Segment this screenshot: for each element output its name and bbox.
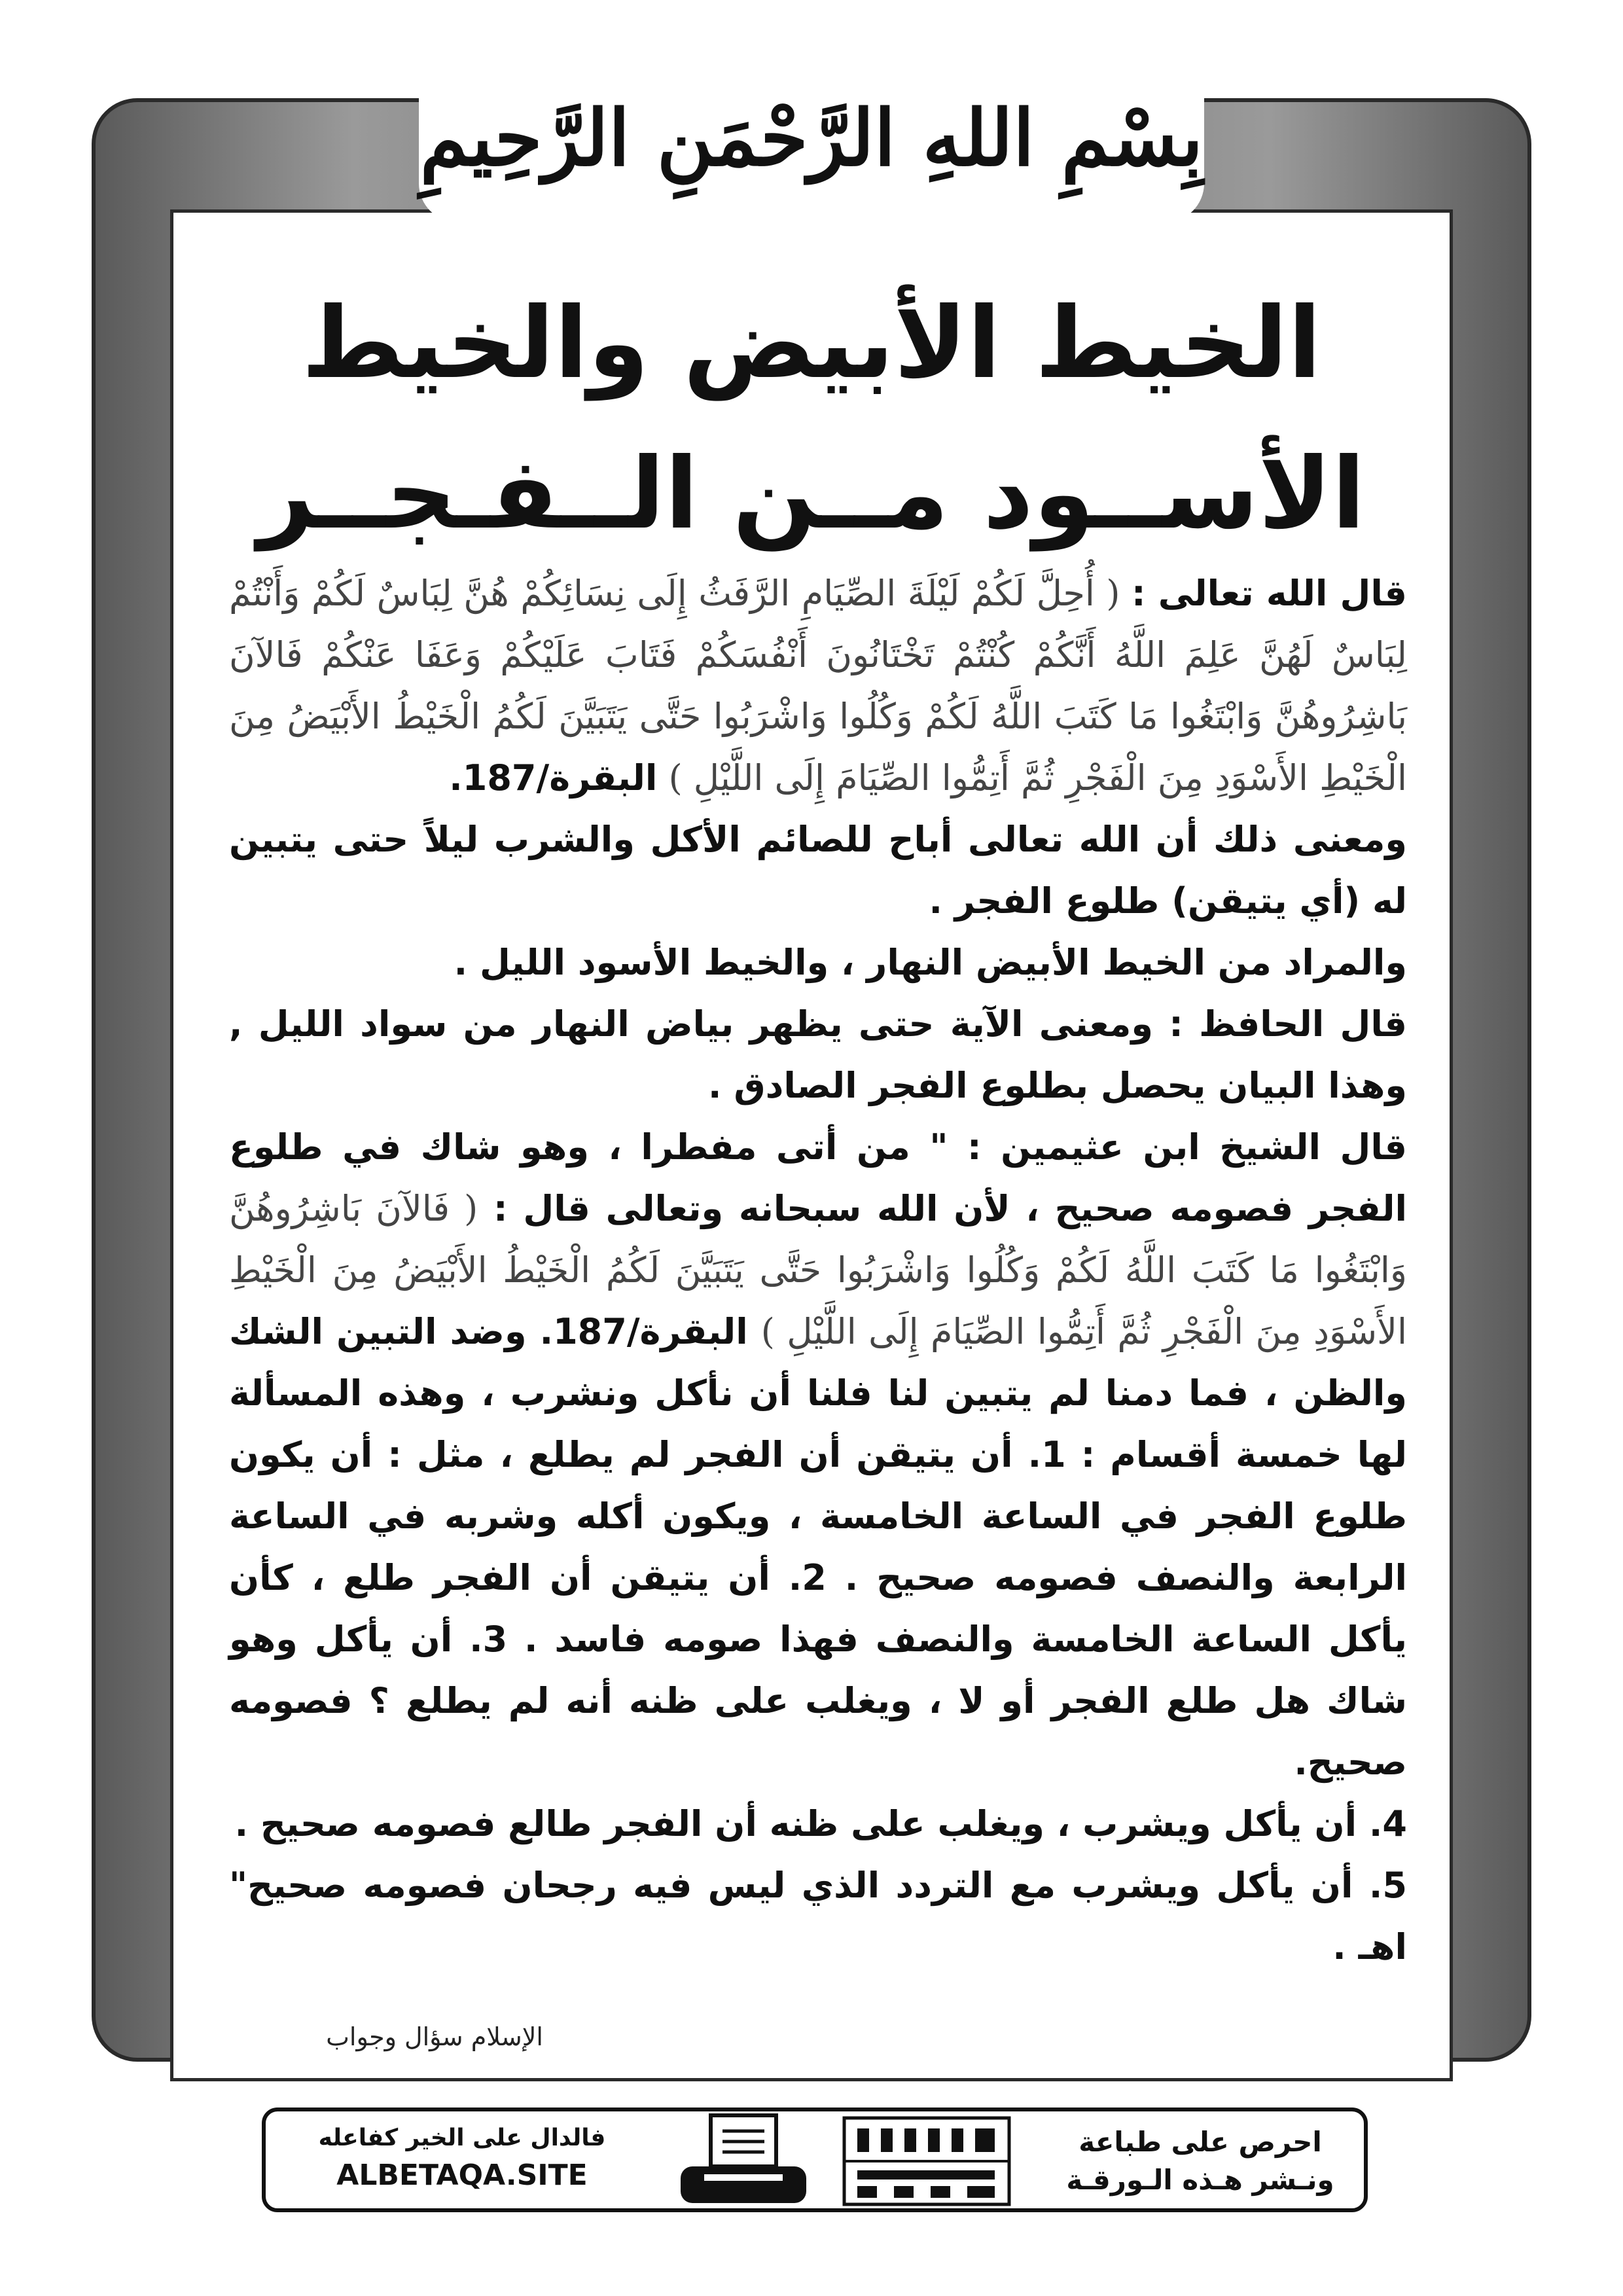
paragraph-meaning: ومعنى ذلك أن الله تعالى أباح للصائم الأكل والشرب ليلاً حتى يتبين له (أي يتيقن) طلوع الفجر . — [229, 819, 1407, 922]
case-2: 2. أن يتيقن أن الفجر طلع ، كأن يأكل الساعة الخامسة والنصف فهذا صومه فاسد . — [229, 1557, 1407, 1660]
case-1: 1. أن يتيقن أن الفجر لم يطلع ، مثل : أن يكون طلوع الفجر في الساعة الخامسة ، ويكون أكله وشربه في الساعة الرابعة والنصف فصومه صحيح . — [229, 1434, 1407, 1598]
footer-hadith: فالدال على الخير كفاعله — [318, 2125, 606, 2151]
footer-bar — [262, 2108, 1368, 2212]
source-attribution: الإسلام سؤال وجواب — [326, 2022, 543, 2051]
article-body — [229, 563, 1407, 1978]
footer-cta-line-1: احرص على طباعة — [1079, 2126, 1322, 2158]
uthaymeen-continued: وضد التبين الشك والظن ، فما دمنا لم يتبين لنا فلنا أن نأكل ونشرب ، وهذه المسألة لها خمسة أقسام : — [229, 1311, 1407, 1475]
quran-verse-2: ( فَالآنَ بَاشِرُوهُنَّ وَابْتَغُوا مَا كَتَبَ اللَّهُ لَكُمْ وَكُلُوا وَاشْرَبُوا حَتَّى يَتَبَيَّنَ لَكُمُ الْخَيْطُ الأَبْيَضُ مِنَ الْخَيْطِ الأَسْوَدِ مِنَ الْفَجْرِ ثُمَّ أَتِمُّوا الصِّيَامَ إِلَى اللَّيْلِ ) — [229, 1188, 1407, 1352]
case-3: 3. أن يأكل وهو شاك هل طلع الفجر أو لا ، ويغلب على ظنه أنه لم يطلع ؟ فصومه صحيح. — [229, 1619, 1407, 1783]
website-link[interactable]: ALBETAQA.SITE — [336, 2159, 588, 2192]
footer-slogan — [279, 2121, 645, 2199]
verse-reference: البقرة/187. — [449, 757, 658, 798]
hafiz-text: ومعنى الآية حتى يظهر بياض النهار من سواد الليل , وهذا البيان يحصل بطلوع الفجر الصادق . — [229, 1003, 1407, 1106]
footer-call-to-action — [1063, 2123, 1338, 2199]
paragraph-hafiz — [229, 994, 1407, 1117]
title-line-1: الخيط الأبيض والخيط — [301, 287, 1322, 401]
footer-cta-line-2: ونـشر هـذه الـورقـة — [1066, 2164, 1334, 2196]
printer-icon — [671, 2111, 815, 2210]
verse-intro: قال الله تعالى : — [1131, 573, 1407, 614]
uthaymeen-lead: قال الشيخ ابن عثيمين : " من أتى مفطرا ، وهو شاك في طلوع الفجر فصومه صحيح ، لأن الله سبحانه وتعالى قال : — [229, 1126, 1407, 1229]
page-title — [196, 268, 1427, 569]
basmala-calligraphy: بِسْمِ اللهِ الرَّحْمَنِ الرَّحِيمِ — [419, 92, 1204, 183]
paragraph-uthaymeen — [229, 1117, 1407, 1793]
case-4: 4. أن يأكل ويشرب ، ويغلب على ظنه أن الفجر طالع فصومه صحيح . — [234, 1803, 1407, 1844]
quran-verse: ( أُحِلَّ لَكُمْ لَيْلَةَ الصِّيَامِ الرَّفَثُ إِلَى نِسَائِكُمْ هُنَّ لِبَاسٌ لَكُمْ وَأَنْتُمْ لِبَاسٌ لَهُنَّ عَلِمَ اللَّهُ أَنَّكُمْ كُنْتُمْ تَخْتَانُونَ أَنْفُسَكُمْ فَتَابَ عَلَيْكُمْ وَعَفَا عَنْكُمْ فَالآنَ بَاشِرُوهُنَّ وَابْتَغُوا مَا كَتَبَ اللَّهُ لَكُمْ وَكُلُوا وَاشْرَبُوا حَتَّى يَتَبَيَّنَ لَكُمُ الْخَيْطُ الأَبْيَضُ مِنَ الْخَيْطِ الأَسْوَدِ مِنَ الْفَجْرِ ثُمَّ أَتِمُّوا الصِّيَامَ إِلَى اللَّيْلِ ) — [229, 573, 1407, 798]
hafiz-lead: قال الحافظ : — [1169, 1003, 1407, 1045]
case-5: 5. أن يأكل ويشرب مع التردد الذي ليس فيه رجحان فصومه صحيح" اهـ . — [229, 1865, 1407, 1967]
paragraph-definition: والمراد من الخيط الأبيض النهار ، والخيط الأسود الليل . — [454, 942, 1407, 983]
title-line-2: الأســود مــن الــفـجــر — [257, 437, 1366, 551]
dawa-logo — [842, 2115, 1012, 2207]
paragraph-verse — [229, 563, 1407, 809]
verse-reference-2: البقرة/187. — [539, 1311, 748, 1352]
